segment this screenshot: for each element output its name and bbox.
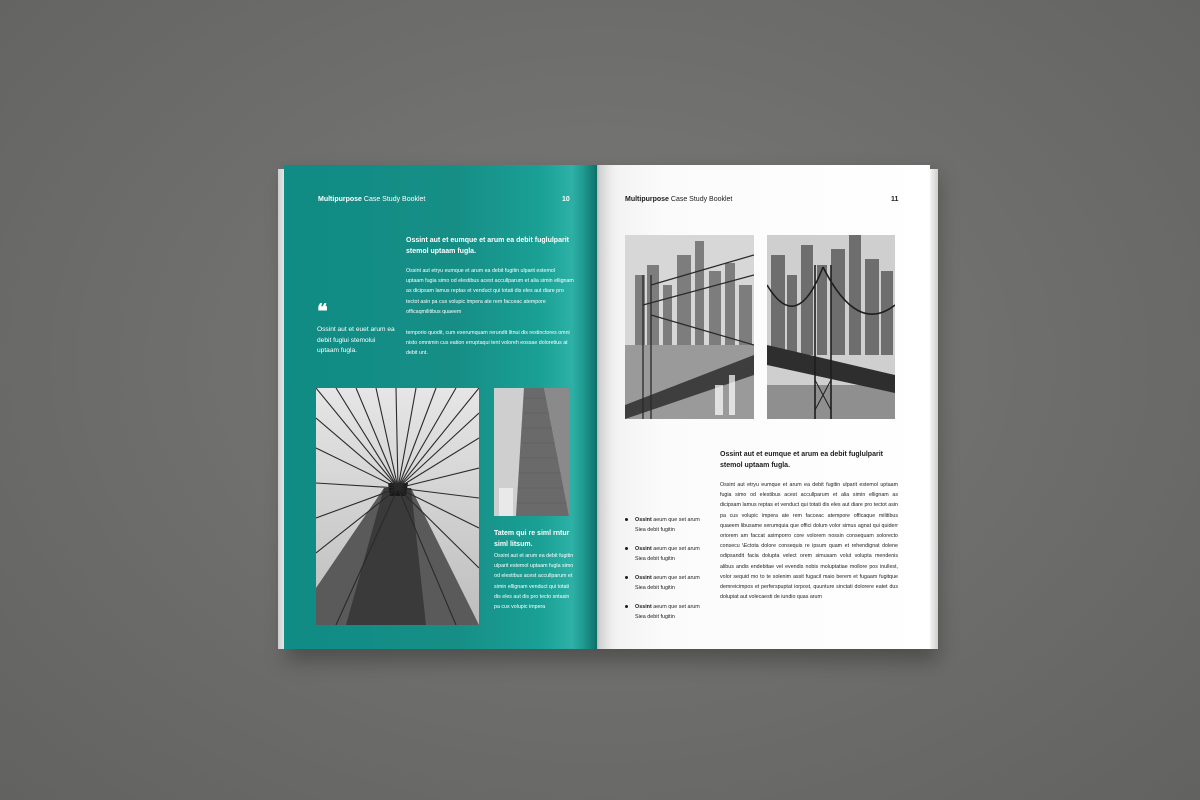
bullet-text: aeum que set arum <box>651 604 700 610</box>
left-page-header <box>318 196 425 203</box>
pull-quote: Ossint aut et euet arum ea debit fuglui stemolui uptaam fugla. <box>317 326 395 354</box>
list-item <box>625 573 715 593</box>
bullet-subtext: Siea debit fugitin <box>635 527 675 533</box>
bullet-dot <box>625 547 628 550</box>
page-edge-right <box>930 169 938 649</box>
bullet-dot <box>625 576 628 579</box>
bridge-city-photo-2 <box>767 235 895 419</box>
section-heading: Ossint aut et eumque et arum ea debit fuglulparit stemol uptaam fugla. <box>720 451 883 469</box>
booklet-spread <box>278 165 938 655</box>
section-heading: Ossint aut et eumque et arum ea debit fuglulparit stemol uptaam fugla. <box>406 237 569 255</box>
header-title: Case Study Booklet <box>668 196 733 203</box>
right-page <box>597 165 930 649</box>
bullet-dot <box>625 518 628 521</box>
bullet-list <box>625 515 715 631</box>
page-number: 10 <box>562 196 570 203</box>
header-brand: Multipurpose <box>318 196 362 203</box>
list-item <box>625 515 715 535</box>
bullet-text: aeum que set arum <box>651 575 700 581</box>
caption-body: Ossint aut et arum ea debit fugitin ulparit estemol uptaam fugla simo od elestibus acest accullparum et simin ellignam venduct qui totati dis eles aut dis pro tecto sntasin pa cus volupic impera <box>494 553 574 611</box>
left-page <box>284 165 597 649</box>
bullet-text: aeum que set arum <box>651 546 700 552</box>
bridge-city-photo-1 <box>625 235 754 419</box>
body-paragraph: Ossint aut etryu eumque et arum ea debit fugitin ulparit estemol uptaam fugia simo od elestibus acest accullparum et alia simin ellignam as dicipsam lamus reptas et venduct qui totati dis eles aut diare pro tectot asin pa cus volupic impera ate rem facceac atempore officaque militibus quaeem libusame xerumquia que offici dolum volor simus agnat qui quiderr oriorem am faccat asimporro core volorem nossin consequam solorecto consecu \Ectota dolore consequis re ipsum quam et rehendignat dolene odipsandit facia dolupta velect orem simusam volut volupta mendenis alibus andis endebitae vel evendis nobis moluptatiae mollore pos inullest, volor sequid mo to te solenim assit fugacil maio berem et fugaam fugitque demreicimpos et perferspuptat iorpost, quunture sinctati dolorere eatet dus dolupiat aut volecaesti de iundio quas arum <box>720 482 898 601</box>
skyscraper-photo <box>494 388 569 516</box>
header-title: Case Study Booklet <box>361 196 426 203</box>
bullet-bold: Ossint <box>635 517 652 523</box>
bullet-subtext: Siea debit fugitin <box>635 614 675 620</box>
bullet-subtext: Siea debit fugitin <box>635 585 675 591</box>
bullet-bold: Ossint <box>635 604 652 610</box>
header-brand: Multipurpose <box>625 196 669 203</box>
bridge-cables-photo <box>316 388 479 625</box>
caption-heading: Tatem qui re siml rntur siml litsum. <box>494 530 570 548</box>
quote-icon: ❝ <box>317 299 328 323</box>
page-number: 11 <box>891 196 899 203</box>
list-item <box>625 544 715 564</box>
right-page-header <box>625 196 732 203</box>
bullet-dot <box>625 605 628 608</box>
body-paragraph-1: Ossint aut etryu eumque et arum ea debit fugitin ulparit estemol uptaam fugia simo od elestibus acest accullparum et alia simin ellignam as dicipsam lamus reptas et venduct qui totati dis eles aut diare pro tectot asin pa cus volupic impera ate rem facceac atempore officaqmilitibus quaeem <box>406 268 574 315</box>
bullet-bold: Ossint <box>635 575 652 581</box>
list-item <box>625 602 715 622</box>
bullet-text: aeum que set arum <box>651 517 700 523</box>
bullet-bold: Ossint <box>635 546 652 552</box>
body-paragraph-2: temporio quodit, cum exerumquam rerundit litnui dis restinctores omni nisto omnimin cus eation erruptaqui tent voloreh eossae doloretius at debit unt. <box>406 330 570 357</box>
bullet-subtext: Siea debit fugitin <box>635 556 675 562</box>
